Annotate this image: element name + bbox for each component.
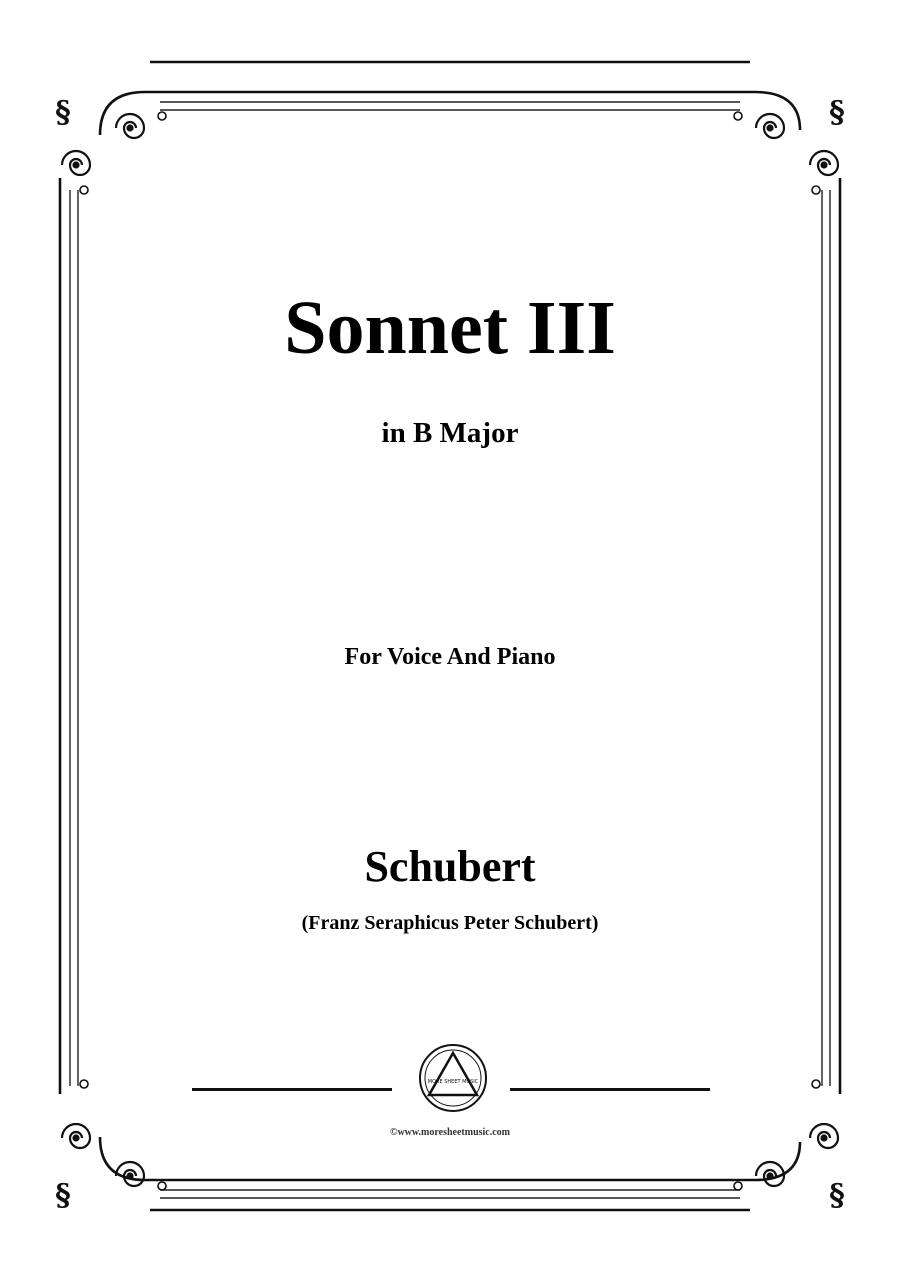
outer-border-line <box>60 62 840 1210</box>
svg-text:§: § <box>55 1178 71 1213</box>
left-rule-divider <box>192 1088 392 1091</box>
svg-text:§: § <box>55 95 71 130</box>
seal-text: MORE SHEET MUSIC <box>427 1079 479 1085</box>
svg-text:§: § <box>829 1178 845 1213</box>
page-title: Sonnet III <box>284 286 616 370</box>
instrumentation-label: For Voice And Piano <box>344 644 556 670</box>
composer-name: Schubert <box>364 842 536 891</box>
svg-text:§: § <box>829 95 845 130</box>
key-signature-subtitle: in B Major <box>381 417 519 449</box>
triangle-seal-icon <box>418 1043 488 1113</box>
right-rule-divider <box>510 1088 710 1091</box>
composer-full-name: (Franz Seraphicus Peter Schubert) <box>301 912 599 934</box>
copyright-notice: ©www.moresheetmusic.com <box>389 1127 511 1138</box>
